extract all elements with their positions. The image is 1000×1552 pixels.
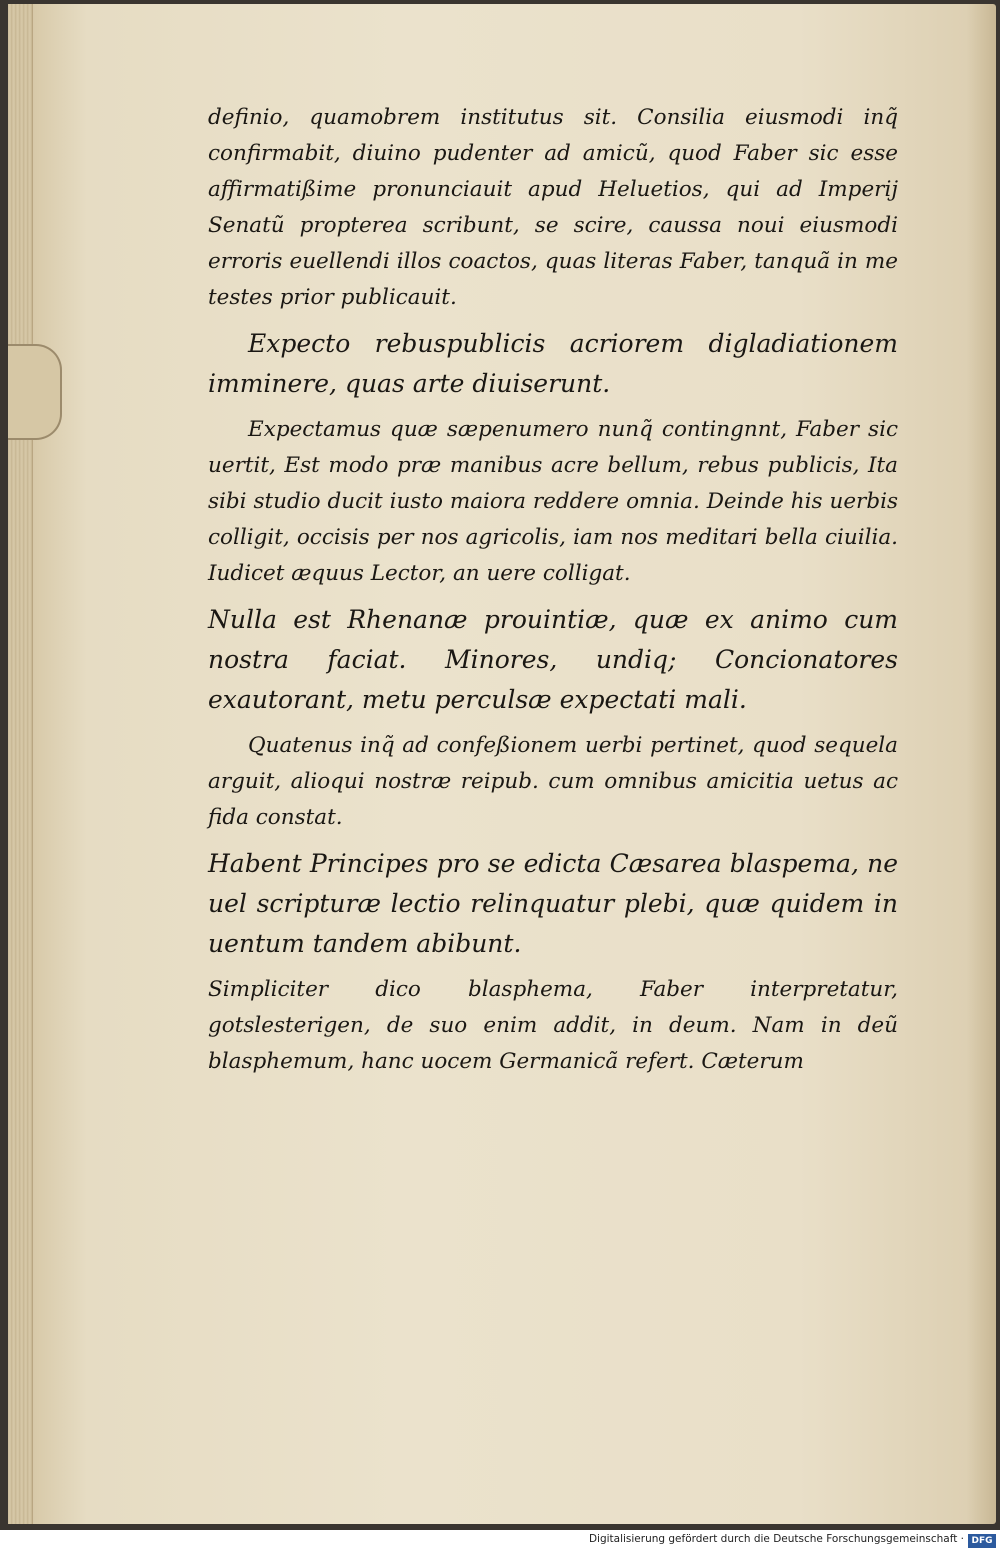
page-clasp-tab [8,344,62,440]
dfg-logo: DFG [968,1534,996,1548]
paragraph-1: definio, quamobrem institutus sit. Consilia eiusmodi inq̃ confirmabit, diuino pudenter ad amicũ, quod Faber sic esse affirmatißime pronunciauit apud Heluetios, qui ad Imperij Senatũ propterea scribunt, se scire, caussa noui eiusmodi erroris euellendi illos coactos, quas literas Faber, tanquã in me testes prior publicauit. [208,105,898,310]
paragraph-2: Expecto rebuspublicis acriorem digladiationem imminere, quas arte diuiserunt. [208,329,898,398]
paragraph-6: Habent Principes pro se edicta Cæsarea blaspema, ne uel scripturæ lectio relinquatur plebi, quæ quidem in uentum tandem abibunt. [208,849,898,958]
funding-credit: Digitalisierung gefördert durch die Deutsche Forschungsgemeinschaft · [588,1533,964,1545]
page-text-block [208,100,898,1088]
paragraph-4: Nulla est Rhenanæ prouintiæ, quæ ex animo cum nostra faciat. Minores, undiq; Concionatores exautorant, metu perculsæ expectati mali. [208,605,898,714]
page-edge-stack [8,4,33,1524]
paragraph-5: Quatenus inq̃ ad confeßionem uerbi pertinet, quod sequela arguit, alioqui nostræ reipub. cum omnibus amicitia uetus ac fida constat. [208,733,898,830]
book-page [8,4,996,1524]
paragraph-3: Expectamus quæ sæpenumero nunq̃ contingnnt, Faber sic uertit, Est modo præ manibus acre bellum, rebus publicis, Ita sibi studio ducit iusto maiora reddere omnia. Deinde his uerbis colligit, occisis per nos agricolis, iam nos meditari bella ciuilia. Iudicet æquus Lector, an uere colligat. [208,417,898,586]
paragraph-7: Simpliciter dico blasphema, Faber interpretatur, gotslesterigen, de suo enim addit, in deum. Nam in deũ blasphemum, hanc uocem Germanicã refert. Cæterum [208,977,898,1074]
